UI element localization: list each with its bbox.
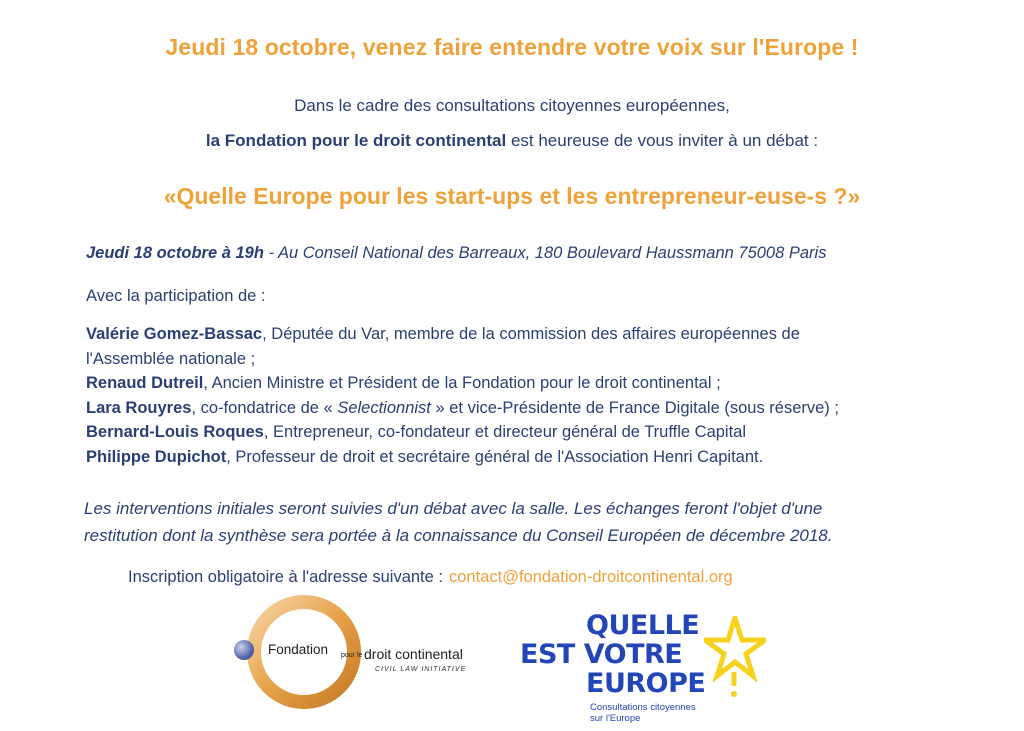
signup-email-link[interactable]: contact@fondation-droitcontinental.org bbox=[449, 568, 733, 586]
intro-line-1: Dans le cadre des consultations citoyennes européennes, bbox=[294, 96, 730, 115]
event-title: «Quelle Europe pour les start-ups et les entrepreneur-euse-s ?» bbox=[163, 183, 861, 209]
speaker-name: Philippe Dupichot bbox=[86, 447, 227, 466]
signup-line bbox=[128, 565, 733, 589]
speaker-row-continued: l'Assemblée nationale ; bbox=[86, 349, 256, 368]
speaker-row bbox=[86, 371, 839, 396]
event-location: - Au Conseil National des Barreaux, 180 Boulevard Haussmann 75008 Paris bbox=[263, 244, 827, 262]
organization-name: la Fondation pour le droit continental bbox=[205, 131, 507, 150]
fondation-logo-tagline: CIVIL LAW INITIATIVE bbox=[375, 666, 467, 673]
quelle-europe-logo bbox=[518, 608, 768, 730]
qe-logo-subtitle-line-2: sur l'Europe bbox=[590, 713, 641, 724]
event-details bbox=[86, 241, 826, 265]
qe-logo-line-3: EUROPE bbox=[586, 668, 706, 699]
speaker-role: » et vice-Présidente de France Digitale (sous réserve) ; bbox=[430, 398, 839, 417]
closing-line-1: Les interventions initiales seront suivies d'un débat avec la salle. Les échanges feront l'objet d'une bbox=[84, 499, 823, 518]
speaker-role: , co-fondatrice de « bbox=[191, 398, 338, 417]
fondation-sphere-icon bbox=[234, 640, 254, 660]
speaker-role: , Ancien Ministre et Président de la Fondation pour le droit continental ; bbox=[203, 374, 721, 392]
speaker-row bbox=[86, 445, 839, 470]
fondation-logo-name: droit continental bbox=[364, 646, 463, 662]
closing-paragraph bbox=[84, 495, 832, 549]
event-date-time: Jeudi 18 octobre à 19h bbox=[86, 244, 264, 262]
speaker-role-company: Selectionnist bbox=[337, 398, 431, 417]
speaker-role: , Entrepreneur, co-fondateur et directeur général de Truffle Capital bbox=[263, 423, 747, 441]
fondation-logo-small-word: pour le bbox=[341, 652, 363, 659]
qe-logo-subtitle bbox=[590, 702, 696, 724]
qe-logo-subtitle-line-1: Consultations citoyennes bbox=[590, 702, 696, 713]
participation-label: Avec la participation de : bbox=[86, 287, 266, 305]
speaker-role: , Professeur de droit et secrétaire général de l'Association Henri Capitant. bbox=[226, 447, 764, 466]
speaker-row bbox=[86, 396, 839, 421]
intro-line-2 bbox=[0, 131, 1024, 151]
speaker-list bbox=[86, 322, 839, 469]
intro-line-2-rest: est heureuse de vous inviter à un débat : bbox=[506, 131, 819, 150]
speaker-role: , Députée du Var, membre de la commission des affaires européennes de bbox=[262, 325, 800, 343]
speaker-row bbox=[86, 322, 839, 347]
speaker-name: Bernard-Louis Roques bbox=[86, 423, 264, 441]
fondation-logo bbox=[232, 590, 492, 720]
fondation-logo-word: Fondation bbox=[268, 642, 329, 657]
signup-label: Inscription obligatoire à l'adresse suivante : bbox=[128, 568, 443, 586]
speaker-name: Renaud Dutreil bbox=[86, 374, 204, 392]
qe-logo-line-1: QUELLE bbox=[586, 610, 700, 641]
speaker-name: Valérie Gomez-Bassac bbox=[86, 325, 263, 343]
star-icon bbox=[704, 616, 766, 698]
headline: Jeudi 18 octobre, venez faire entendre votre voix sur l'Europe ! bbox=[165, 34, 859, 60]
qe-logo-line-2: EST VOTRE bbox=[520, 639, 683, 670]
speaker-name: Lara Rouyres bbox=[86, 398, 192, 417]
speaker-row bbox=[86, 420, 839, 445]
closing-line-2: restitution dont la synthèse sera portée à la connaissance du Conseil Européen de décembre 2018. bbox=[84, 526, 833, 545]
